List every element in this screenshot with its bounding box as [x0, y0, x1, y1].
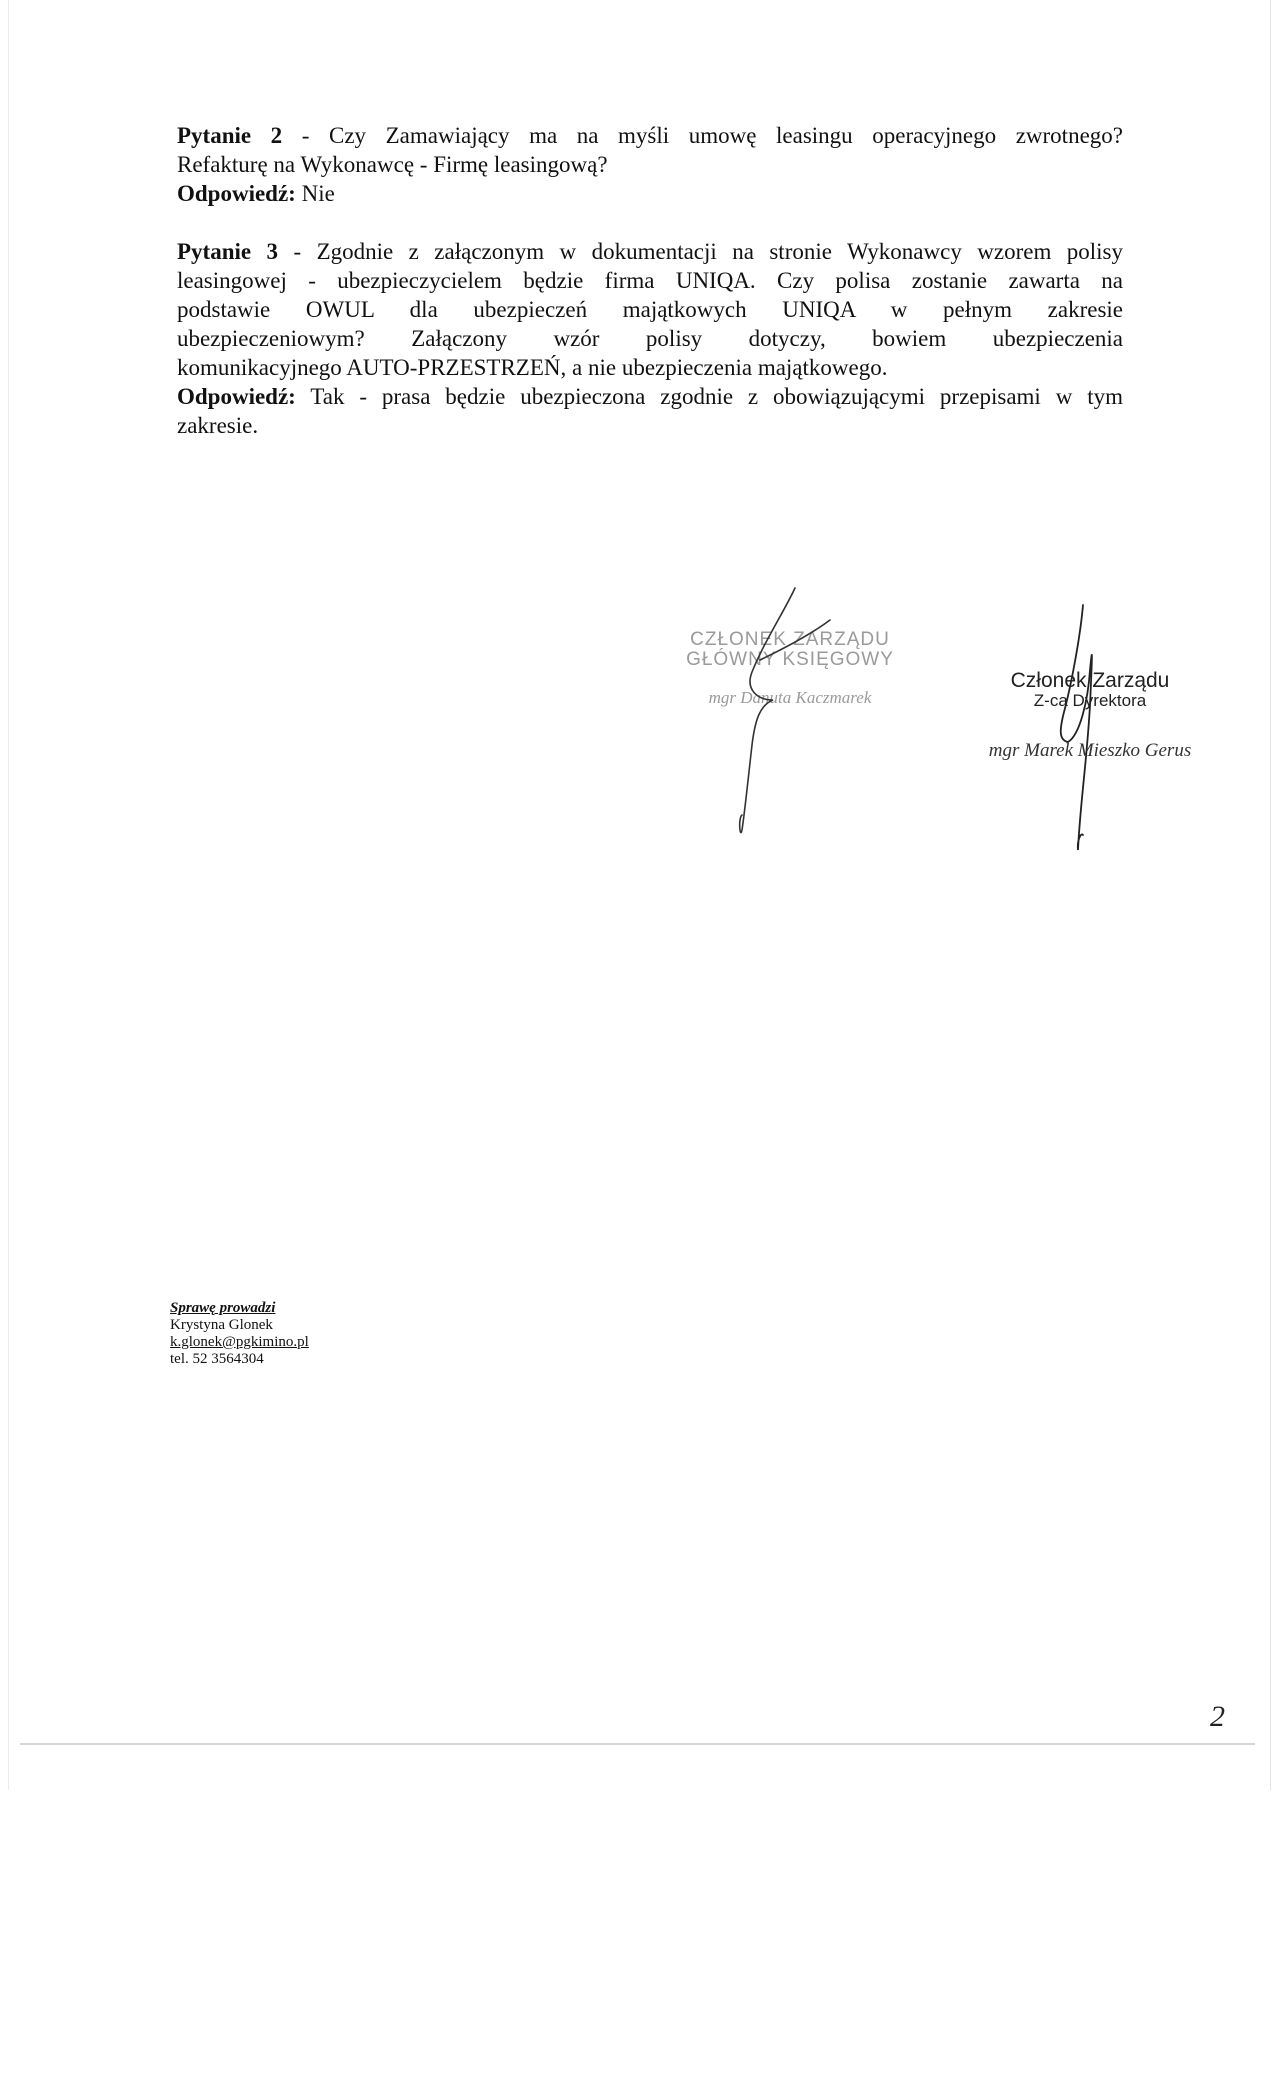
contact-heading: Sprawę prowadzi	[170, 1300, 276, 1316]
signature-left	[740, 588, 830, 833]
question-3-text-1: - Zgodnie z załączonym w dokumentacji na stronie Wykonawcy wzorem polisy	[278, 239, 1124, 264]
answer-2-text: Nie	[295, 181, 335, 206]
contact-email[interactable]: k.glonek@pgkimino.pl	[170, 1334, 309, 1350]
answer-3-text-1: Tak - prasa będzie ubezpieczona zgodnie z obowiązującymi przepisami w tym	[295, 384, 1123, 409]
stamp-right-name: mgr Marek Mieszko Gerus	[988, 740, 1192, 761]
stamp-right-line-1: Członek Zarządu	[1010, 669, 1170, 692]
question-2-text-1: - Czy Zamawiający ma na myśli umowę leasingu operacyjnego zwrotnego?	[282, 123, 1123, 148]
signature-right	[1061, 605, 1092, 850]
page-bottom-edge	[20, 1743, 1255, 1745]
stamp-left-line-2: GŁÓWNY KSIĘGOWY	[686, 649, 894, 670]
question-3-text-4: ubezpieczeniowym? Załączony wzór polisy dotyczy, bowiem ubezpieczenia	[177, 326, 1123, 351]
contact-name: Krystyna Glonek	[170, 1317, 273, 1333]
contact-phone: tel. 52 3564304	[170, 1351, 264, 1367]
stamp-left-name: mgr Danuta Kaczmarek	[708, 688, 872, 707]
page-number: 2	[1210, 1700, 1225, 1733]
stamp-left-line-1: CZŁONEK ZARZĄDU	[690, 629, 890, 650]
contact-block	[170, 1300, 309, 1368]
question-3-text-3: podstawie OWUL dla ubezpieczeń majątkowych UNIQA w pełnym zakresie	[177, 297, 1123, 322]
stamp-right-line-2: Z-ca Dyrektora	[1033, 691, 1147, 710]
answer-2-label: Odpowiedź:	[177, 181, 296, 206]
question-2-text-2: Refakturę na Wykonawcę - Firmę leasingową?	[177, 152, 608, 177]
question-2-label: Pytanie 2	[177, 123, 283, 148]
question-3-text-5: komunikacyjnego AUTO-PRZESTRZEŃ, a nie ubezpieczenia majątkowego.	[177, 355, 888, 380]
question-3-text-2: leasingowej - ubezpieczycielem będzie firma UNIQA. Czy polisa zostanie zawarta na	[177, 268, 1123, 293]
question-3-label: Pytanie 3	[177, 239, 279, 264]
answer-3-label: Odpowiedź:	[177, 384, 296, 409]
answer-3-text-2: zakresie.	[177, 413, 259, 438]
